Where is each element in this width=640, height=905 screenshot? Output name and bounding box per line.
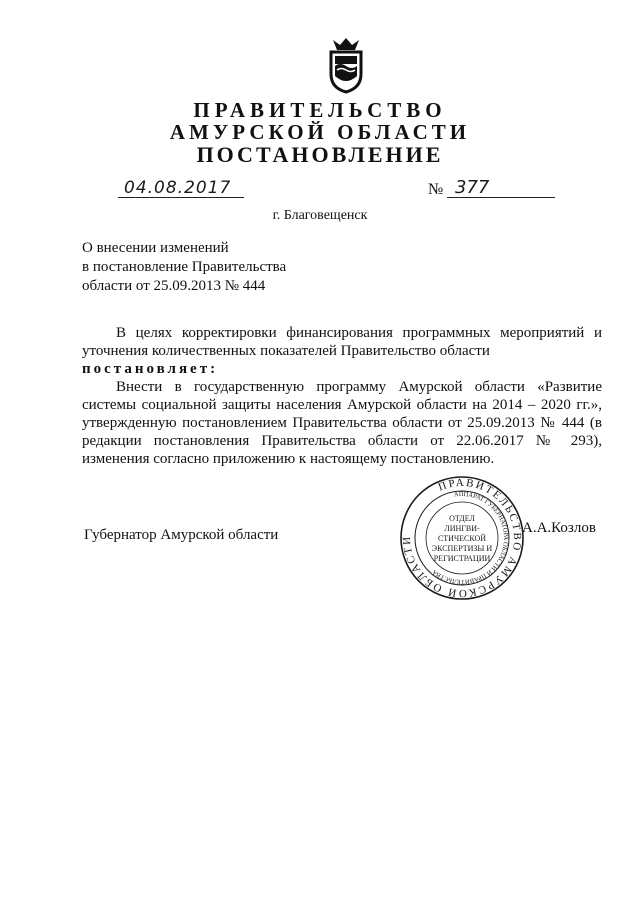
coat-of-arms-icon <box>323 36 369 94</box>
document-date: 04.08.2017 <box>124 178 232 198</box>
intro-paragraph: В целях корректировки финансирования программных мероприятий и уточнения количественных показателей Правительство области <box>82 325 602 359</box>
stamp-center-line: ЛИНГВИ- <box>444 524 480 533</box>
number-underline <box>447 196 555 198</box>
document-type: ПОСТАНОВЛЕНИЕ <box>196 142 444 167</box>
resolution-paragraph: Внести в государственную программу Амурской области «Развитие системы социальной защиты населения Амурской области на 2014 – 2020 гг.», утвержденную постановлением Правительства области от 25.09.2013 № 444 (в редакции постановления Правительства области от 22.06.2017 № 293), изменения согласно приложению к настоящему постановлению. <box>82 379 602 467</box>
government-title-line1: ПРАВИТЕЛЬСТВО <box>193 98 447 122</box>
stamp-center-line: РЕГИСТРАЦИИ <box>433 554 491 563</box>
resolves-word: постановляет: <box>82 361 219 377</box>
number-label: № <box>428 181 444 198</box>
subject-line: О внесении изменений <box>82 240 229 256</box>
date-underline <box>118 196 244 198</box>
stamp-center-line: ЭКСПЕРТИЗЫ И <box>431 544 493 553</box>
stamp-inner-text: АППАРАТ ГУБЕРНАТОРА ОБЛАСТИ И ПРАВИТЕЛЬСТВА <box>431 490 510 586</box>
government-title-line2: АМУРСКОЙ ОБЛАСТИ <box>169 120 471 144</box>
document-body <box>82 324 602 468</box>
signer-name: А.А.Козлов <box>522 520 596 536</box>
city: г. Благовещенск <box>272 208 368 223</box>
stamp-center-line: СТИЧЕСКОЙ <box>437 534 487 543</box>
subject-line: области от 25.09.2013 № 444 <box>82 278 266 294</box>
stamp-outer-text: ПРАВИТЕЛЬСТВО АМУРСКОЙ ОБЛАСТИ <box>400 476 524 600</box>
document-subject <box>82 239 286 296</box>
stamp-center-line: ОТДЕЛ <box>449 514 475 523</box>
official-stamp <box>398 474 526 602</box>
subject-line: в постановление Правительства <box>82 259 287 275</box>
document-number: 377 <box>455 177 490 198</box>
signer-title: Губернатор Амурской области <box>84 527 279 543</box>
